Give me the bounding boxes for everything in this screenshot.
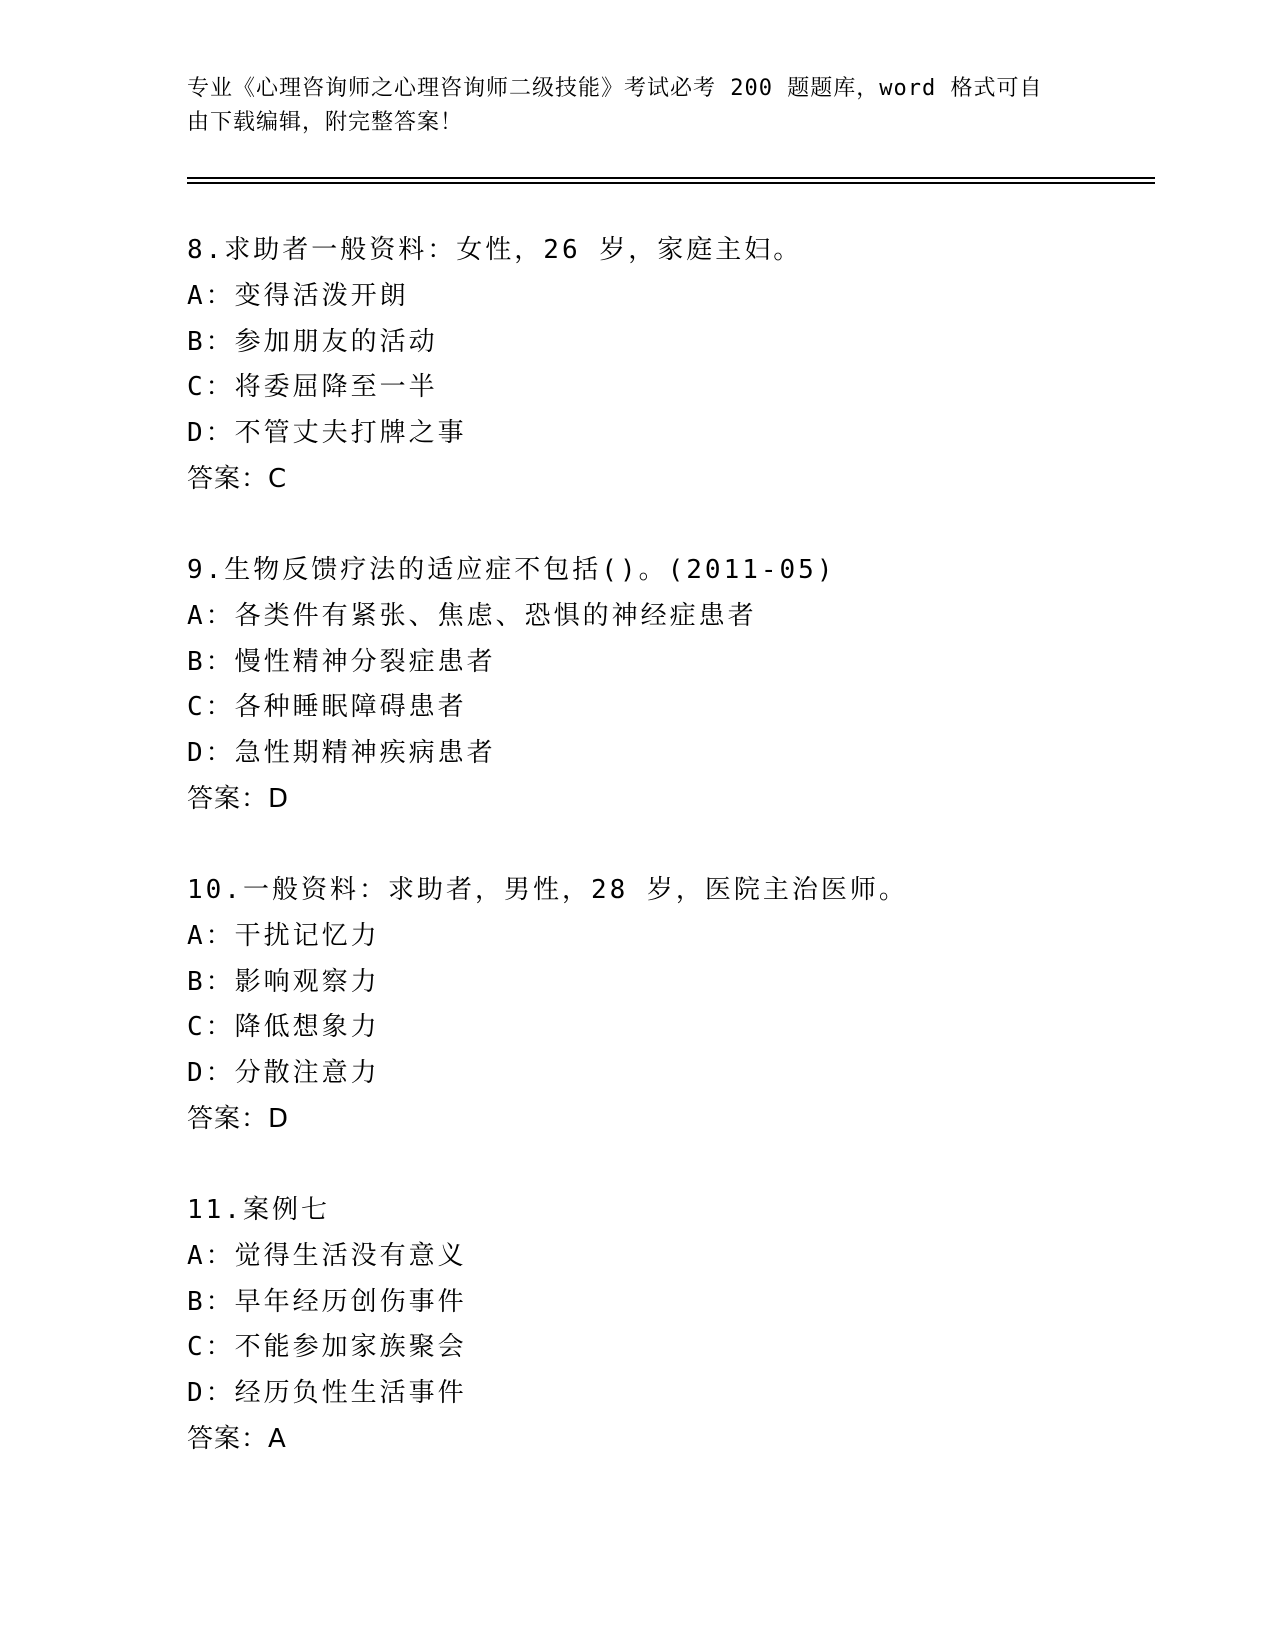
option-a: A：各类件有紧张、焦虑、恐惧的神经症患者 xyxy=(187,600,757,631)
option-d: D：分散注意力 xyxy=(187,1058,380,1089)
option-d: D：经历负性生活事件 xyxy=(187,1378,467,1409)
option-a: A：变得活泼开朗 xyxy=(187,280,409,311)
question-block-10 xyxy=(187,868,1147,1143)
option-c: C：降低想象力 xyxy=(187,1012,380,1043)
answer-line: 答案：A xyxy=(187,1423,287,1454)
option-a: A：觉得生活没有意义 xyxy=(187,1240,467,1271)
question-block-8 xyxy=(187,228,1147,503)
question-stem: 8.求助者一般资料：女性，26 岁，家庭主妇。 xyxy=(187,235,803,265)
option-a: A：干扰记忆力 xyxy=(187,920,380,951)
option-d: D：不管丈夫打牌之事 xyxy=(187,418,467,449)
option-d: D：急性期精神疾病患者 xyxy=(187,738,496,769)
option-b: B：早年经历创伤事件 xyxy=(187,1286,467,1317)
question-stem: 9.生物反馈疗法的适应症不包括()。(2011-05) xyxy=(187,555,836,585)
answer-line: 答案：D xyxy=(187,783,290,814)
option-b: B：慢性精神分裂症患者 xyxy=(187,646,496,677)
question-stem: 11.案例七 xyxy=(187,1195,330,1225)
header-line-1: 专业《心理咨询师之心理咨询师二级技能》考试必考 200 题题库，word 格式可自 xyxy=(187,76,1043,101)
option-b: B：参加朋友的活动 xyxy=(187,326,438,357)
header-divider-top xyxy=(187,177,1155,179)
option-c: C：将委屈降至一半 xyxy=(187,372,438,403)
question-block-9 xyxy=(187,548,1147,823)
option-c: C：各种睡眠障碍患者 xyxy=(187,692,467,723)
question-block-11 xyxy=(187,1188,1147,1463)
header-line-2: 由下载编辑，附完整答案！ xyxy=(187,110,464,135)
document-header xyxy=(187,72,1067,140)
answer-line: 答案：D xyxy=(187,1103,290,1134)
option-c: C：不能参加家族聚会 xyxy=(187,1332,467,1363)
question-stem: 10.一般资料：求助者，男性，28 岁，医院主治医师。 xyxy=(187,875,908,905)
option-b: B：影响观察力 xyxy=(187,966,380,997)
answer-line: 答案：C xyxy=(187,463,288,494)
header-divider-bottom xyxy=(187,182,1155,184)
